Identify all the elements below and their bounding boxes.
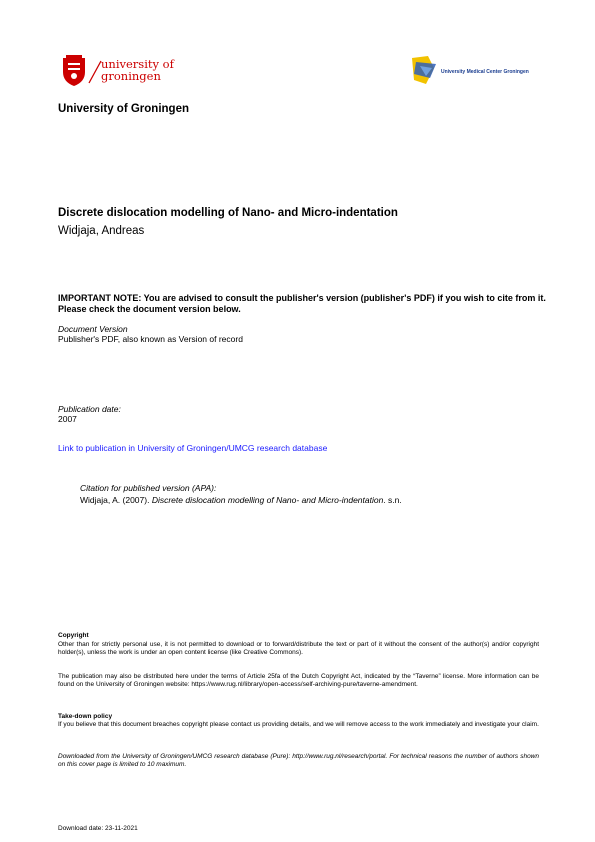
umcg-emblem-icon (408, 54, 440, 88)
citation-title: Discrete dislocation modelling of Nano- and Micro-indentation (151, 495, 384, 505)
taverne-text: The publication may also be distributed here under the terms of Article 25fa of the Dutch Copyright Act, indicated by the “Taverne” license. More information can be found on the University of Groningen website: https://www.rug.nl/library/open-access/self-archiving-pure/taverne-amendment. (58, 673, 539, 688)
ug-crest-icon (60, 55, 88, 87)
version-value: Publisher's PDF, also known as Version of record (58, 334, 243, 344)
document-title: Discrete dislocation modelling of Nano- and Micro-indentation (58, 207, 398, 219)
copyright-heading: Copyright (58, 632, 89, 639)
important-note: IMPORTANT NOTE: You are advised to consult the publisher's version (publisher's PDF) if you wish to cite from it. Please check the document version below. (58, 293, 546, 314)
umcg-logo-text: University Medical Center Groningen (441, 69, 529, 75)
document-author: Widjaja, Andreas (58, 225, 145, 237)
version-label: Document Version (58, 324, 128, 334)
downloaded-from-text: Downloaded from the University of Groningen/UMCG research database (Pure): http://www.rug.nl/research/portal. For technical reasons the number of authors shown on this cover page is limited to 10 maximum. (58, 753, 539, 768)
institution-name: University of Groningen (58, 103, 189, 115)
citation-text (80, 495, 402, 505)
takedown-heading: Take-down policy (58, 713, 113, 720)
download-date: Download date: 23-11-2021 (58, 825, 138, 832)
citation-label: Citation for published version (APA): (80, 483, 217, 493)
copyright-text: Other than for strictly personal use, it is not permitted to download or to forward/distribute the text or part of it without the consent of the author(s) and/or copyright holder(s), unless the work is under an open content license (like Creative Commons). (58, 641, 539, 656)
ug-logo-line2: groningen (101, 69, 161, 83)
takedown-text: If you believe that this document breaches copyright please contact us providing details, and we will remove access to the work immediately and investigate your claim. (58, 721, 539, 728)
pubdate-value: 2007 (58, 414, 77, 424)
publication-link[interactable]: Link to publication in University of Groningen/UMCG research database (58, 443, 328, 453)
citation-suffix: . s.n. (383, 495, 402, 505)
pubdate-label: Publication date: (58, 404, 121, 414)
ug-logo-wordmark (101, 58, 174, 82)
citation-prefix: Widjaja, A. (2007). (80, 495, 152, 505)
ug-logo-line1: university of (101, 57, 174, 71)
